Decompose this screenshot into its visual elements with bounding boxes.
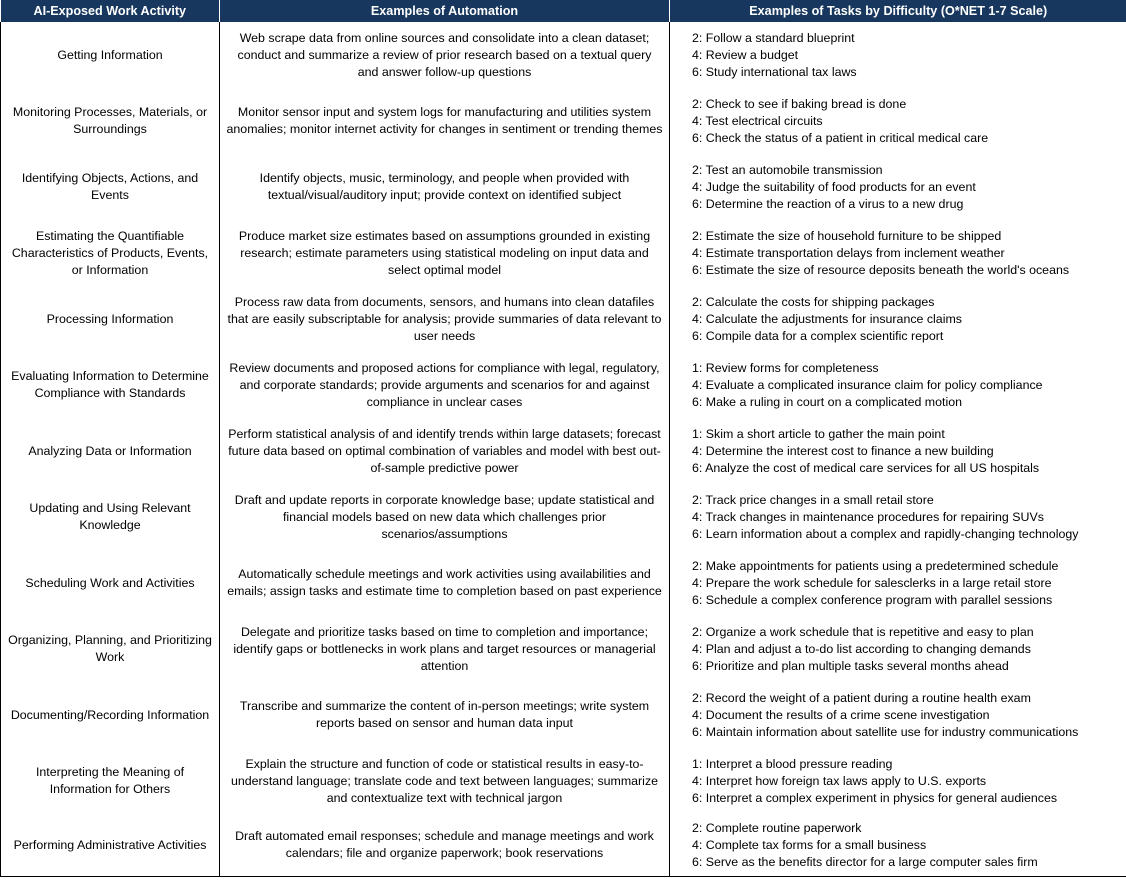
automation-cell — [220, 286, 670, 352]
activity-cell — [1, 220, 220, 286]
activity-cell — [1, 154, 220, 220]
table-row — [1, 484, 1126, 550]
tasks-cell — [670, 814, 1126, 877]
activity-text: Scheduling Work and Activities — [25, 575, 195, 590]
task-line: 6: Learn information about a complex and rapidly-changing technology — [692, 526, 1079, 541]
automation-text: Review documents and proposed actions for compliance with legal, regulatory, and corporate standards; provide arguments and scenarios for and against compliance in unclear cases — [229, 360, 660, 409]
task-line: 4: Review a budget — [692, 47, 799, 62]
automation-cell — [220, 154, 670, 220]
task-line: 4: Plan and adjust a to-do list according to changing demands — [692, 641, 1031, 656]
activity-cell — [1, 418, 220, 484]
automation-cell — [220, 484, 670, 550]
task-line: 6: Analyze the cost of medical care services for all US hospitals — [692, 460, 1040, 475]
task-line: 6: Schedule a complex conference program with parallel sessions — [692, 592, 1053, 607]
activity-text: Evaluating Information to Determine Compliance with Standards — [11, 369, 209, 400]
automation-text: Transcribe and summarize the content of in-person meetings; write system reports based on sensor and human data input — [239, 699, 650, 730]
automation-cell — [220, 814, 670, 877]
tasks-cell — [670, 286, 1126, 352]
activity-cell — [1, 22, 220, 88]
automation-text: Explain the structure and function of code or statistical results in easy-to-understand language; translate code and text between languages; summarize and contextualize text with technical jargon — [230, 756, 659, 805]
activity-text: Identifying Objects, Actions, and Events — [21, 171, 199, 202]
tasks-cell — [670, 154, 1126, 220]
activity-cell — [1, 682, 220, 748]
table-row — [1, 418, 1126, 484]
activity-cell — [1, 616, 220, 682]
task-line: 4: Interpret how foreign tax laws apply to U.S. exports — [692, 773, 987, 788]
automation-text: Process raw data from documents, sensors, and humans into clean datafiles that are easily subscriptable for analysis; provide summaries of data relevant to user needs — [227, 294, 662, 343]
automation-cell — [220, 748, 670, 814]
task-line: 6: Make a ruling in court on a complicated motion — [692, 394, 962, 409]
tasks-cell — [670, 550, 1126, 616]
tasks-cell — [670, 220, 1126, 286]
tasks-cell — [670, 352, 1126, 418]
task-line: 4: Test electrical circuits — [692, 113, 823, 128]
table-row — [1, 154, 1126, 220]
table-row — [1, 22, 1126, 88]
table-row — [1, 88, 1126, 154]
automation-cell — [220, 22, 670, 88]
task-line: 4: Calculate the adjustments for insurance claims — [692, 311, 962, 326]
task-line: 4: Determine the interest cost to finance a new building — [692, 443, 994, 458]
task-line: 1: Review forms for completeness — [692, 360, 879, 375]
table-row — [1, 616, 1126, 682]
automation-text: Monitor sensor input and system logs for manufacturing and utilities system anomalies; monitor internet activity for changes in sentiment or trending themes — [226, 105, 663, 136]
task-line: 2: Estimate the size of household furniture to be shipped — [692, 228, 1002, 243]
task-line: 2: Make appointments for patients using a predetermined schedule — [692, 558, 1059, 573]
task-line: 6: Study international tax laws — [692, 64, 857, 79]
activity-text: Estimating the Quantifiable Characteristics of Products, Events, or Information — [11, 228, 209, 277]
task-line: 2: Record the weight of a patient during a routine health exam — [692, 690, 1031, 705]
automation-text: Delegate and prioritize tasks based on time to completion and importance; identify gaps or bottlenecks in work plans and target resources or managerial attention — [233, 624, 656, 673]
task-line: 6: Estimate the size of resource deposits beneath the world's oceans — [692, 262, 1070, 277]
task-line: 6: Prioritize and plan multiple tasks several months ahead — [692, 658, 1009, 673]
task-line: 6: Maintain information about satellite use for industry communications — [692, 724, 1079, 739]
table-body — [1, 22, 1126, 877]
task-line: 2: Track price changes in a small retail store — [692, 492, 934, 507]
task-line: 4: Judge the suitability of food products for an event — [692, 179, 976, 194]
task-line: 2: Follow a standard blueprint — [692, 30, 855, 45]
header-tasks: Examples of Tasks by Difficulty (O*NET 1-7 Scale) — [670, 0, 1126, 22]
tasks-cell — [670, 22, 1126, 88]
header-row — [1, 0, 1126, 22]
table-header — [1, 0, 1126, 22]
table-row — [1, 550, 1126, 616]
activity-cell — [1, 286, 220, 352]
tasks-cell — [670, 418, 1126, 484]
automation-text: Perform statistical analysis of and identify trends within large datasets; forecast future data based on optimal combination of variables and model with best out-of-sample predictive power — [228, 426, 661, 475]
task-line: 2: Organize a work schedule that is repetitive and easy to plan — [692, 624, 1034, 639]
table-row — [1, 352, 1126, 418]
activity-cell — [1, 814, 220, 877]
task-line: 2: Test an automobile transmission — [692, 162, 883, 177]
automation-text: Identify objects, music, terminology, and people when provided with textual/visual/auditory input; provide context on identified subject — [259, 171, 630, 202]
activity-cell — [1, 88, 220, 154]
tasks-cell — [670, 88, 1126, 154]
task-line: 1: Interpret a blood pressure reading — [692, 756, 893, 771]
task-line: 4: Track changes in maintenance procedures for repairing SUVs — [692, 509, 1044, 524]
task-line: 4: Prepare the work schedule for salesclerks in a large retail store — [692, 575, 1052, 590]
task-line: 4: Document the results of a crime scene investigation — [692, 707, 990, 722]
automation-cell — [220, 550, 670, 616]
tasks-cell — [670, 682, 1126, 748]
table-row — [1, 748, 1126, 814]
automation-cell — [220, 220, 670, 286]
activity-text: Updating and Using Relevant Knowledge — [29, 501, 191, 532]
table-row — [1, 286, 1126, 352]
task-line: 2: Check to see if baking bread is done — [692, 96, 907, 111]
task-line: 6: Serve as the benefits director for a large computer sales firm — [692, 854, 1038, 869]
task-line: 1: Skim a short article to gather the main point — [692, 426, 945, 441]
task-line: 2: Calculate the costs for shipping packages — [692, 294, 935, 309]
automation-cell — [220, 88, 670, 154]
activity-cell — [1, 484, 220, 550]
table-row — [1, 814, 1126, 877]
task-line: 4: Estimate transportation delays from inclement weather — [692, 245, 1005, 260]
activity-text: Analyzing Data or Information — [28, 443, 192, 458]
task-line: 4: Evaluate a complicated insurance claim for policy compliance — [692, 377, 1043, 392]
activity-cell — [1, 352, 220, 418]
task-line: 6: Compile data for a complex scientific report — [692, 328, 944, 343]
tasks-cell — [670, 484, 1126, 550]
automation-text: Draft automated email responses; schedule and manage meetings and work calendars; file and organize paperwork; book reservations — [235, 829, 654, 860]
task-line: 4: Complete tax forms for a small business — [692, 837, 927, 852]
activity-text: Getting Information — [57, 47, 163, 62]
automation-cell — [220, 352, 670, 418]
automation-text: Draft and update reports in corporate knowledge base; update statistical and financial models based on new data which challenges prior scenarios/assumptions — [234, 492, 655, 541]
automation-cell — [220, 616, 670, 682]
activity-text: Organizing, Planning, and Prioritizing Work — [8, 633, 212, 664]
task-line: 6: Interpret a complex experiment in physics for general audiences — [692, 790, 1058, 805]
task-line: 2: Complete routine paperwork — [692, 820, 862, 835]
activity-text: Documenting/Recording Information — [10, 707, 210, 722]
tasks-cell — [670, 748, 1126, 814]
activity-cell — [1, 550, 220, 616]
activity-text: Monitoring Processes, Materials, or Surroundings — [12, 105, 208, 136]
task-line: 6: Determine the reaction of a virus to a new drug — [692, 196, 964, 211]
automation-text: Automatically schedule meetings and work activities using availabilities and emails; assign tasks and estimate time to completion based on past experience — [227, 567, 662, 598]
table-row — [1, 220, 1126, 286]
activity-cell — [1, 748, 220, 814]
automation-text: Web scrape data from online sources and consolidate into a clean dataset; conduct and summarize a review of prior research based on a textual query and answer follow-up questions — [237, 30, 652, 79]
activity-text: Interpreting the Meaning of Information for Others — [35, 765, 185, 796]
tasks-cell — [670, 616, 1126, 682]
automation-text: Produce market size estimates based on assumptions grounded in existing research; estimate parameters using statistical modeling on input data and select optimal model — [238, 228, 651, 277]
activity-text: Processing Information — [46, 311, 174, 326]
header-automation: Examples of Automation — [220, 0, 670, 22]
header-activity: AI-Exposed Work Activity — [1, 0, 220, 22]
automation-cell — [220, 682, 670, 748]
activity-text: Performing Administrative Activities — [13, 837, 207, 852]
table-row — [1, 682, 1126, 748]
automation-cell — [220, 418, 670, 484]
task-line: 6: Check the status of a patient in critical medical care — [692, 130, 989, 145]
